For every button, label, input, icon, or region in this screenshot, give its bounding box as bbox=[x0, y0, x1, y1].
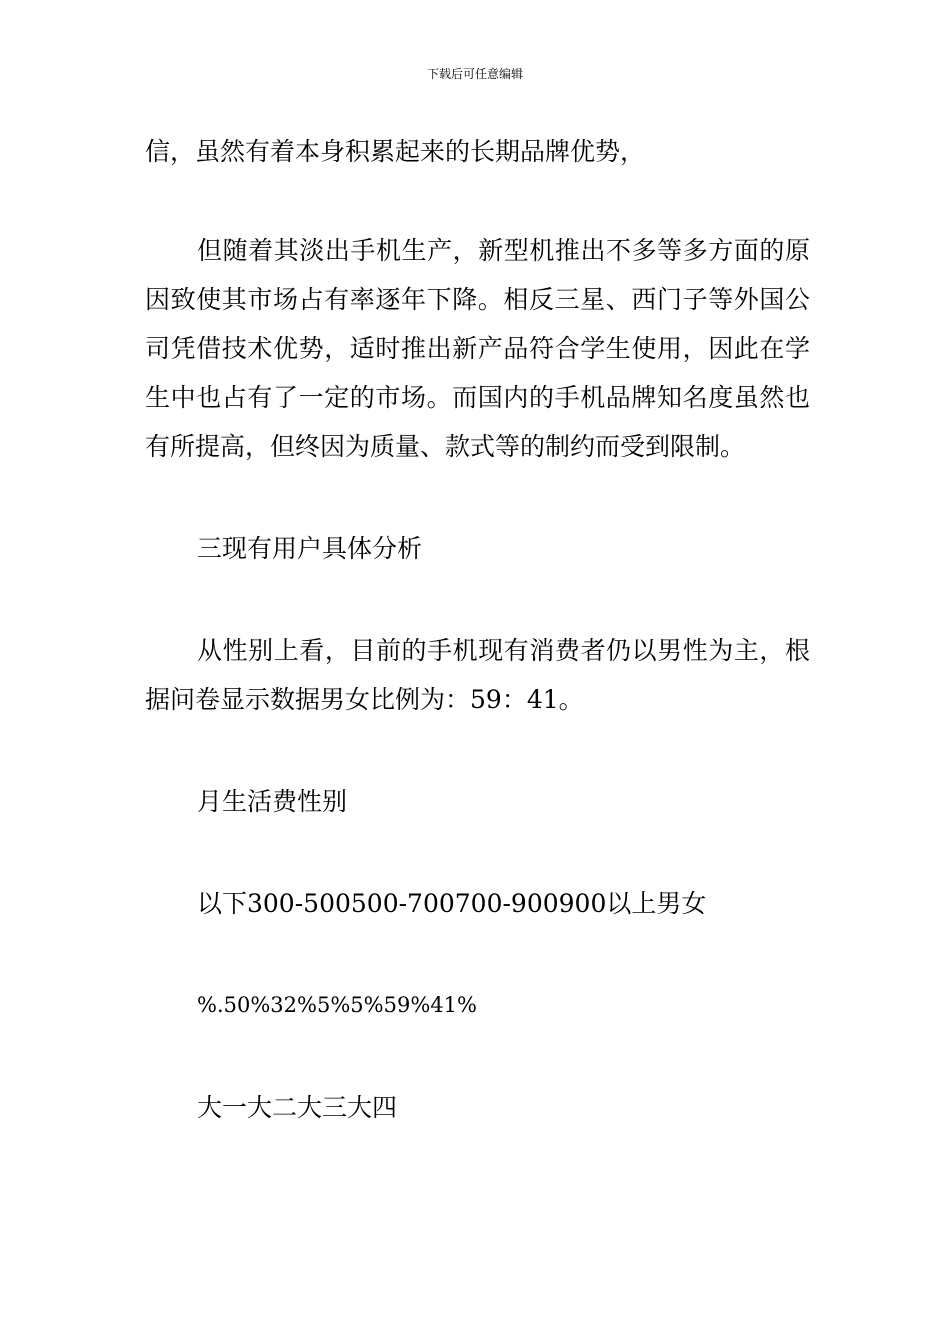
section-heading-user-analysis: 三现有用户具体分析 bbox=[197, 534, 423, 563]
table-row-expense-ranges: 以下300-500500-700700-900900以上男女 bbox=[197, 889, 707, 918]
paragraph-brand-advantage: 信，虽然有着本身积累起来的长期品牌优势， bbox=[145, 137, 646, 166]
table-caption-living-expense-gender: 月生活费性别 bbox=[197, 787, 348, 816]
paragraph-gender-ratio: 从性别上看，目前的手机现有消费者仍以男性为主，根据问卷显示数据男女比例为：59：41。 bbox=[145, 636, 810, 714]
table-row-percentages: %.50%32%5%5%59%41% bbox=[197, 993, 477, 1017]
paragraph-market-analysis: 但随着其淡出手机生产，新型机推出不多等多方面的原因致使其市场占有率逐年下降。相反三星、西门子等外国公司凭借技术优势，适时推出新产品符合学生使用，因此在学生中也占有了一定的市场。而国内的手机品牌知名度虽然也有所提高，但终因为质量、款式等的制约而受到限制。 bbox=[145, 236, 810, 461]
table-row-grades: 大一大二大三大四 bbox=[197, 1093, 398, 1122]
document-body bbox=[145, 127, 810, 1132]
page-header: 下载后可任意编辑 bbox=[426, 67, 523, 81]
